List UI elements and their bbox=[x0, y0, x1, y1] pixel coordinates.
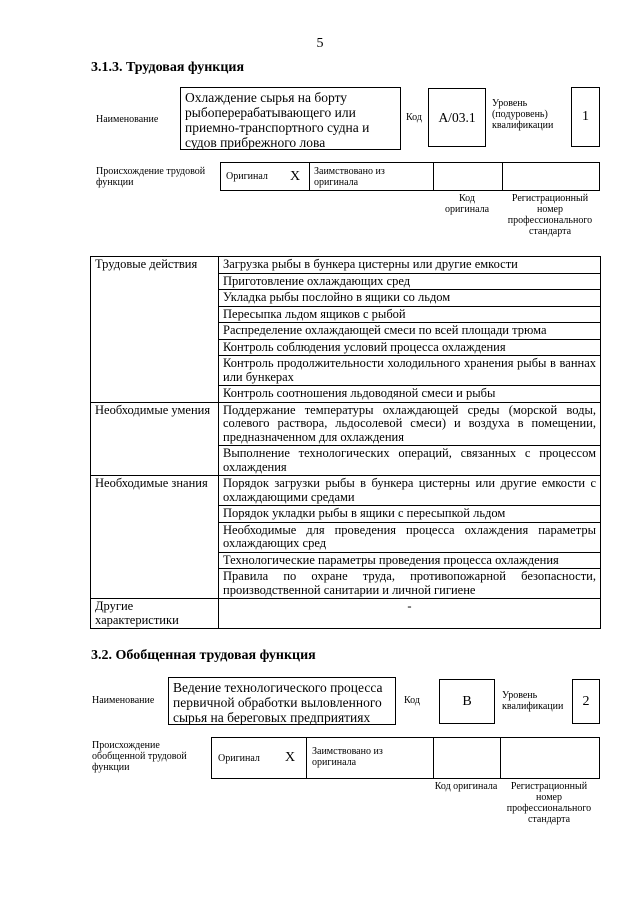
level-label: Уровень (подуровень) квалификации bbox=[492, 98, 554, 131]
row-description: Загрузка рыбы в бункера цистерны или другие емкости bbox=[219, 257, 601, 274]
row-description: Распределение охлаждающей смеси по всей площади трюма bbox=[219, 323, 601, 340]
original-mark: X bbox=[284, 750, 296, 765]
table-row bbox=[91, 402, 601, 446]
name-label: Наименование bbox=[96, 114, 159, 125]
code-field: A/03.1 bbox=[428, 88, 486, 147]
reg-number-caption: Регистрационный номер профессионального стандарта bbox=[506, 781, 592, 825]
code-original-caption: Код оригинала bbox=[434, 781, 498, 792]
origin-label: Происхождение трудовой функции bbox=[96, 166, 206, 188]
code-label: Код bbox=[404, 695, 420, 706]
row-description: Выполнение технологических операций, связанных с процессом охлаждения bbox=[219, 446, 601, 476]
code-field: B bbox=[439, 679, 495, 724]
page-number: 5 bbox=[316, 36, 324, 51]
row-description: Укладка рыбы послойно в ящики со льдом bbox=[219, 290, 601, 307]
original-label: Оригинал bbox=[218, 752, 260, 764]
row-description: - bbox=[219, 599, 601, 629]
level-label: Уровень квалификации bbox=[502, 690, 564, 712]
origin-label: Происхождение обобщенной трудовой функции bbox=[92, 740, 187, 773]
borrowed-label: Заимствовано из оригинала bbox=[314, 166, 385, 188]
original-label: Оригинал bbox=[226, 171, 268, 182]
origin-table bbox=[211, 737, 600, 779]
divider bbox=[306, 738, 307, 778]
section-heading-3-2: 3.2. Обобщенная трудовая функция bbox=[91, 648, 316, 663]
level-field: 2 bbox=[572, 679, 600, 724]
origin-table bbox=[220, 162, 600, 191]
original-mark: X bbox=[289, 168, 301, 184]
divider bbox=[309, 163, 310, 190]
row-description: Порядок загрузки рыбы в бункера цистерны или другие емкости с охлаждающими средами bbox=[219, 476, 601, 506]
code-label: Код bbox=[406, 112, 422, 123]
row-description: Правила по охране труда, противопожарной безопасности, производственной санитарии и личной гигиене bbox=[219, 569, 601, 599]
function-name-field: Охлаждение сырья на борту рыбоперерабатывающего или приемно-транспортного судна и судов прибрежного лова bbox=[180, 87, 401, 150]
generalized-function-name-field: Ведение технологического процесса первичной обработки выловленного сырья на береговых предприятиях bbox=[168, 677, 396, 725]
row-description: Порядок укладки рыбы в ящики с пересыпкой льдом bbox=[219, 506, 601, 523]
row-group-label: Необходимые умения bbox=[91, 402, 219, 476]
row-group-label: Другие характеристики bbox=[91, 599, 219, 629]
row-group-label: Трудовые действия bbox=[91, 257, 219, 403]
row-description: Контроль продолжительности холодильного хранения рыбы в ваннах или бункерах bbox=[219, 356, 601, 386]
labor-function-table bbox=[90, 256, 601, 629]
borrowed-label: Заимствовано из оригинала bbox=[312, 746, 383, 768]
divider bbox=[500, 738, 501, 778]
code-original-caption: Код оригинала bbox=[444, 193, 490, 215]
row-description: Контроль соблюдения условий процесса охлаждения bbox=[219, 339, 601, 356]
row-group-label: Необходимые знания bbox=[91, 476, 219, 599]
divider bbox=[433, 163, 434, 190]
row-description: Контроль соотношения льдоводяной смеси и рыбы bbox=[219, 386, 601, 403]
row-description: Необходимые для проведения процесса охлаждения параметры охлаждающих сред bbox=[219, 522, 601, 552]
row-description: Поддержание температуры охлаждающей среды (морской воды, солевого раствора, льдосолевой смеси) и воздуха в помещении, предназначенном для охлаждения bbox=[219, 402, 601, 446]
reg-number-caption: Регистрационный номер профессионального стандарта bbox=[507, 193, 593, 237]
name-label: Наименование bbox=[92, 695, 155, 706]
level-field: 1 bbox=[571, 87, 600, 147]
row-description: Приготовление охлаждающих сред bbox=[219, 273, 601, 290]
divider bbox=[433, 738, 434, 778]
table-row bbox=[91, 257, 601, 274]
section-heading-3-1-3: 3.1.3. Трудовая функция bbox=[91, 60, 245, 75]
table-row bbox=[91, 476, 601, 506]
table-row bbox=[91, 599, 601, 629]
row-description: Технологические параметры проведения процесса охлаждения bbox=[219, 552, 601, 569]
row-description: Пересыпка льдом ящиков с рыбой bbox=[219, 306, 601, 323]
divider bbox=[502, 163, 503, 190]
